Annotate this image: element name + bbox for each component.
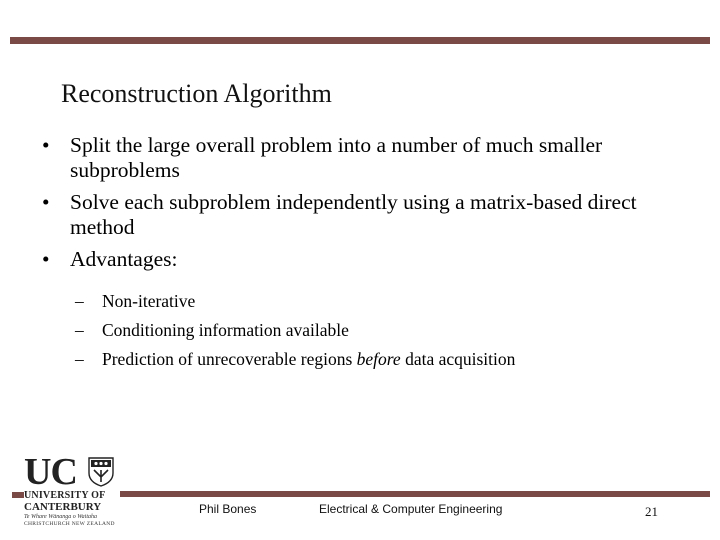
sub-bullet-list [75,291,675,378]
sub-bullet-marker: – [75,291,84,311]
sub-bullet-text: Non-iterative [102,291,196,311]
footer-department: Electrical & Computer Engineering [319,502,503,516]
sub-bullet-text-tail: data acquisition [400,349,516,369]
logo-line-2: CANTERBURY [24,501,102,513]
bullet-text: Split the large overall problem into a number of much smaller subproblems [70,133,603,182]
bullet-text: Solve each subproblem independently using a matrix-based direct method [70,190,637,239]
sub-bullet-emphasis: before [356,349,401,369]
bullet-list [42,133,692,279]
bullet-marker: • [42,133,50,157]
bullet-item [42,133,692,183]
university-crest-icon [88,457,114,487]
bullet-text: Advantages: [70,247,178,271]
sub-bullet-text: Prediction of unrecoverable regions [102,349,357,369]
page-number: 21 [645,504,658,519]
logo-initials: UC [24,451,77,493]
sub-bullet-text: Conditioning information available [102,320,349,340]
sub-bullet-item [75,349,675,370]
top-divider [10,37,710,44]
bullet-item [42,247,692,272]
sub-bullet-item [75,291,675,312]
bullet-marker: • [42,247,50,271]
logo-accent-bar [12,492,24,498]
sub-bullet-marker: – [75,349,84,369]
bullet-item [42,190,692,240]
footer-divider [120,491,710,497]
slide-title: Reconstruction Algorithm [61,79,332,108]
university-logo [12,451,118,530]
footer-author: Phil Bones [199,502,257,516]
sub-bullet-item [75,320,675,341]
logo-line-4: CHRISTCHURCH NEW ZEALAND [24,521,115,527]
logo-line-1: UNIVERSITY OF [24,490,106,501]
sub-bullet-marker: – [75,320,84,340]
bullet-marker: • [42,190,50,214]
logo-line-3: Te Whare Wānanga o Waitaha [24,514,98,520]
